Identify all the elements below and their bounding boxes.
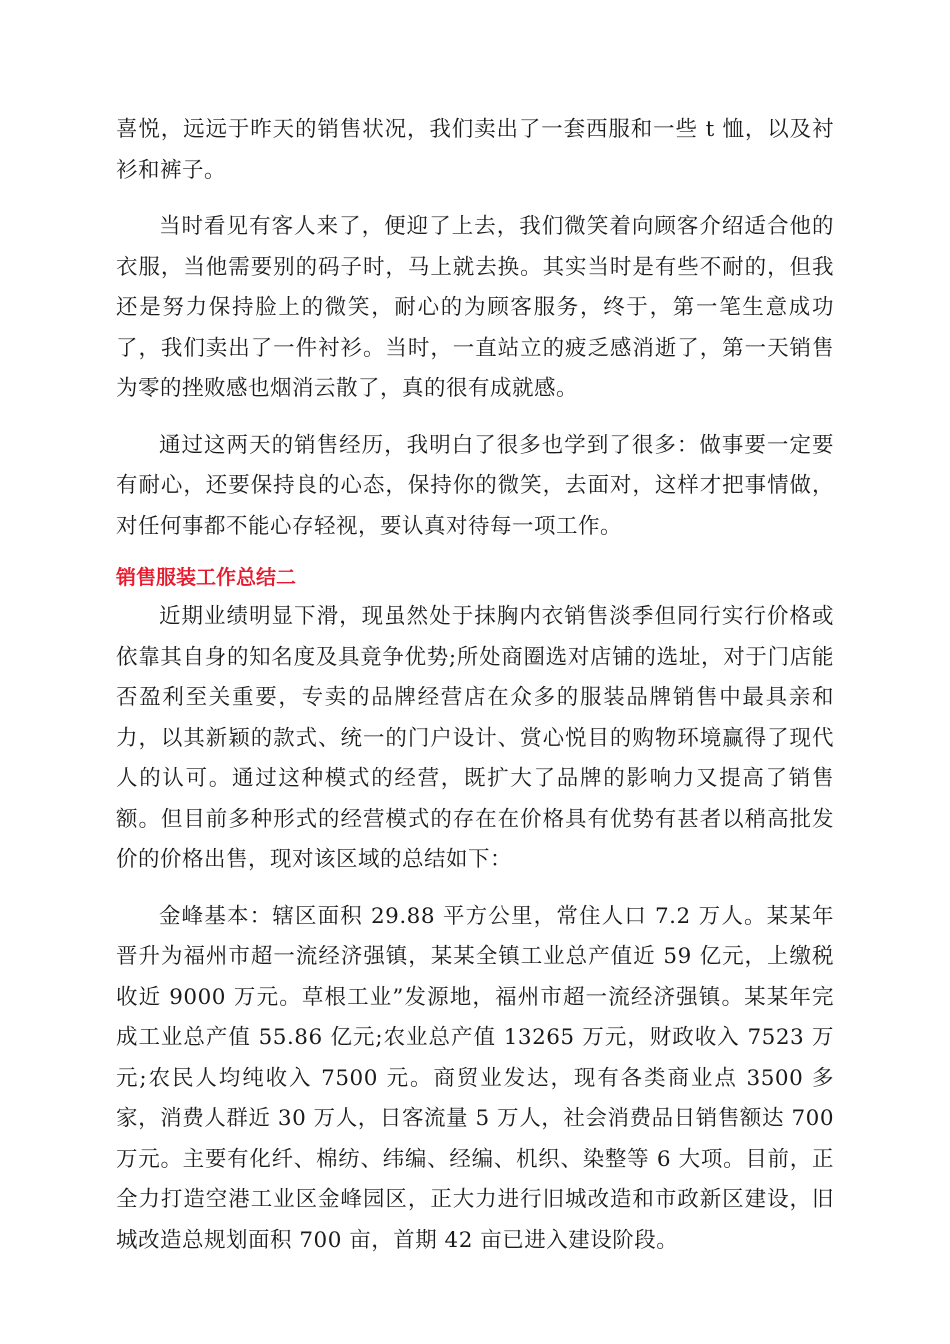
paragraph-performance: 近期业绩明显下滑，现虽然处于抹胸内衣销售淡季但同行实行价格或依靠其自身的知名度及具竟争优势;所处商圈选对店铺的选址，对于门店能否盈利至关重要，专卖的品牌经营店在众多的服装品牌销售中最具亲和力，以其新颖的款式、统一的门户设计、赏心悦目的购物环境赢得了现代人的认可。通过这种模式的经营，既扩大了品牌的影响力又提高了销售额。但目前多种形式的经营模式的存在在价格具有优势有甚者以稍高批发价的价格出售，现对该区域的总结如下： <box>116 604 834 872</box>
section-heading: 销售服装工作总结二 <box>116 565 296 589</box>
paragraph-first-sale: 当时看见有客人来了，便迎了上去，我们微笑着向顾客介绍适合他的衣服，当他需要别的码子时，马上就去换。其实当时是有些不耐的，但我还是努力保持脸上的微笑，耐心的为顾客服务，终于，第一笔生意成功了，我们卖出了一件衬衫。当时，一直站立的疲乏感消逝了，第一天销售为零的挫败感也烟消云散了，真的很有成就感。 <box>116 214 834 401</box>
paragraph-jinfeng-basics: 金峰基本：辖区面积 29.88 平方公里，常住人口 7.2 万人。某某年晋升为福州市超一流经济强镇，某某全镇工业总产值近 59 亿元，上缴税收近 9000 万元。草根工业”发源地，福州市超一流经济强镇。某某年完成工业总产值 55.86 亿元;农业总产值 13265 万元，财政收入 7523 万元;农民人均纯收入 7500 元。商贸业发达，现有各类商业点 3500 多家，消费人群近 30 万人，日客流量 5 万人，社会消费品日销售额达 700 万元。主要有化纤、棉纺、纬编、经编、机织、染整等 6 大项。目前，正全力打造空港工业区金峰园区，正大力进行旧城改造和市政新区建设，旧城改造总规划面积 700 亩，首期 42 亩已进入建设阶段。 <box>116 903 834 1253</box>
paragraph-gap <box>116 410 834 426</box>
paragraph-gap <box>116 547 834 557</box>
paragraph-continuation: 喜悦，远远于昨天的销售状况，我们卖出了一套西服和一些 t 恤，以及衬衫和裤子。 <box>116 117 834 183</box>
paragraph-gap <box>116 191 834 207</box>
paragraph-gap <box>116 881 834 897</box>
paragraph-lessons: 通过这两天的销售经历，我明白了很多也学到了很多：做事要一定要有耐心，还要保持良的心态，保持你的微笑，去面对，这样才把事情做，对任何事都不能心存轻视，要认真对待每一项工作。 <box>116 432 834 539</box>
document-page <box>116 110 834 1261</box>
